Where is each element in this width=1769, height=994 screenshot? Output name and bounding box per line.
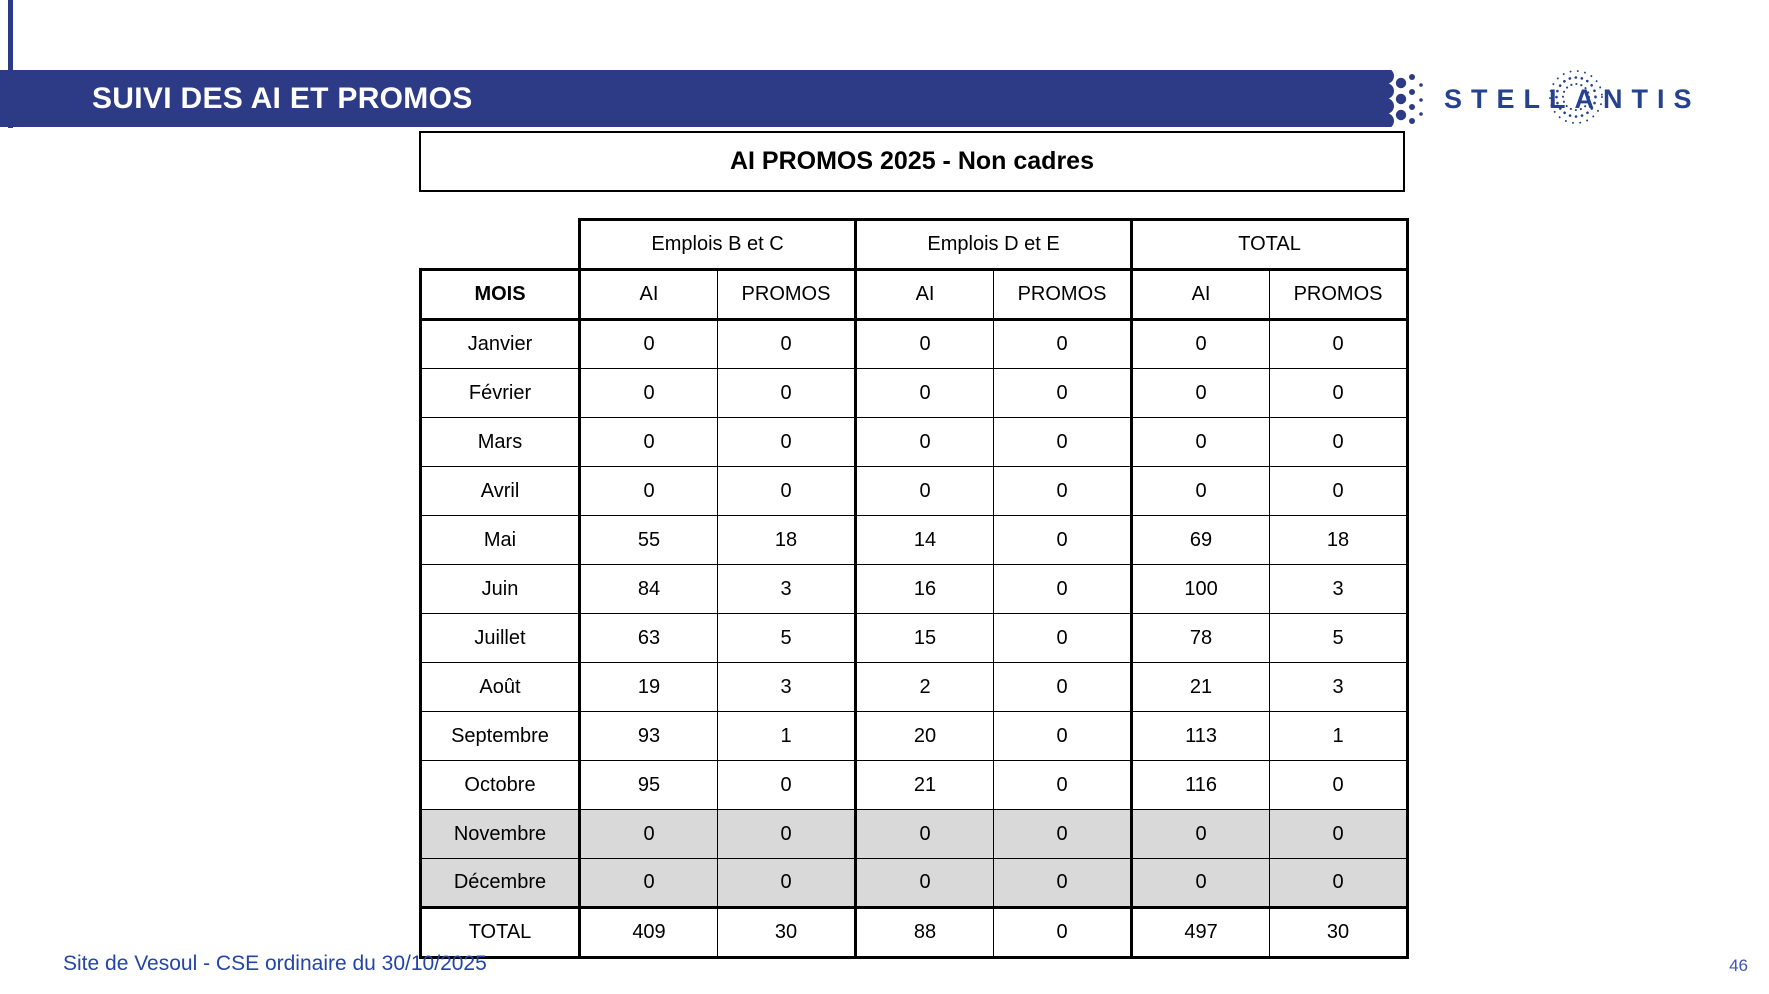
value-cell: 0 — [994, 614, 1132, 663]
value-cell: 0 — [1270, 320, 1408, 369]
value-cell: 0 — [994, 565, 1132, 614]
value-cell: 0 — [994, 369, 1132, 418]
value-cell: 1 — [1270, 712, 1408, 761]
group-header-empty — [421, 220, 580, 270]
value-cell: 0 — [580, 418, 718, 467]
total-row — [421, 908, 1408, 958]
value-cell: 0 — [1270, 859, 1408, 908]
value-cell: 0 — [994, 761, 1132, 810]
value-cell: 3 — [718, 663, 856, 712]
month-cell: Mai — [421, 516, 580, 565]
value-cell: 14 — [856, 516, 994, 565]
total-value-cell: 497 — [1132, 908, 1270, 958]
month-cell: Octobre — [421, 761, 580, 810]
value-cell: 78 — [1132, 614, 1270, 663]
page-number: 46 — [1729, 956, 1748, 975]
value-cell: 0 — [856, 418, 994, 467]
column-header-mois: MOIS — [421, 270, 580, 320]
value-cell: 21 — [856, 761, 994, 810]
value-cell: 0 — [718, 369, 856, 418]
value-cell: 0 — [1270, 810, 1408, 859]
value-cell: 0 — [1132, 369, 1270, 418]
value-cell: 0 — [1132, 810, 1270, 859]
month-cell: Février — [421, 369, 580, 418]
table-row — [421, 712, 1408, 761]
value-cell: 16 — [856, 565, 994, 614]
value-cell: 0 — [994, 859, 1132, 908]
value-cell: 0 — [580, 859, 718, 908]
table-row — [421, 761, 1408, 810]
table-row — [421, 663, 1408, 712]
total-value-cell: 0 — [994, 908, 1132, 958]
value-cell: 0 — [856, 810, 994, 859]
value-cell: 84 — [580, 565, 718, 614]
month-cell: Janvier — [421, 320, 580, 369]
total-value-cell: 409 — [580, 908, 718, 958]
banner — [0, 70, 1384, 127]
month-cell: Juillet — [421, 614, 580, 663]
value-cell: 0 — [994, 663, 1132, 712]
value-cell: 63 — [580, 614, 718, 663]
total-value-cell: 30 — [1270, 908, 1408, 958]
value-cell: 0 — [1270, 418, 1408, 467]
value-cell: 0 — [580, 320, 718, 369]
column-header-promos-de: PROMOS — [994, 270, 1132, 320]
value-cell: 1 — [718, 712, 856, 761]
month-cell: Avril — [421, 467, 580, 516]
value-cell: 21 — [1132, 663, 1270, 712]
value-cell: 0 — [994, 418, 1132, 467]
column-header-row — [421, 270, 1408, 320]
value-cell: 116 — [1132, 761, 1270, 810]
value-cell: 55 — [580, 516, 718, 565]
value-cell: 100 — [1132, 565, 1270, 614]
value-cell: 0 — [994, 320, 1132, 369]
value-cell: 0 — [1132, 467, 1270, 516]
footer-caption: Site de Vesoul - CSE ordinaire du 30/10/2025 — [63, 952, 487, 975]
value-cell: 2 — [856, 663, 994, 712]
value-cell: 69 — [1132, 516, 1270, 565]
value-cell: 0 — [856, 369, 994, 418]
month-cell: Septembre — [421, 712, 580, 761]
value-cell: 18 — [718, 516, 856, 565]
value-cell: 0 — [994, 712, 1132, 761]
value-cell: 0 — [580, 810, 718, 859]
total-value-cell: 30 — [718, 908, 856, 958]
month-cell: Juin — [421, 565, 580, 614]
table-row — [421, 859, 1408, 908]
group-header-row — [421, 220, 1408, 270]
value-cell: 0 — [856, 320, 994, 369]
column-header-ai-total: AI — [1132, 270, 1270, 320]
group-header-emplois-bc: Emplois B et C — [580, 220, 856, 270]
value-cell: 0 — [856, 467, 994, 516]
value-cell: 0 — [718, 467, 856, 516]
table-row — [421, 467, 1408, 516]
value-cell: 20 — [856, 712, 994, 761]
stellantis-logo — [1444, 84, 1704, 112]
total-value-cell: 88 — [856, 908, 994, 958]
group-header-total: TOTAL — [1132, 220, 1408, 270]
banner-title: SUIVI DES AI ET PROMOS — [92, 81, 473, 115]
value-cell: 0 — [1270, 467, 1408, 516]
value-cell: 0 — [718, 761, 856, 810]
month-cell: Novembre — [421, 810, 580, 859]
value-cell: 3 — [718, 565, 856, 614]
table-row — [421, 810, 1408, 859]
column-header-promos-total: PROMOS — [1270, 270, 1408, 320]
table-row — [421, 565, 1408, 614]
table-container — [419, 218, 1409, 959]
month-cell: Mars — [421, 418, 580, 467]
ai-promos-table — [419, 218, 1409, 959]
value-cell: 113 — [1132, 712, 1270, 761]
value-cell: 3 — [1270, 663, 1408, 712]
table-title: AI PROMOS 2025 - Non cadres — [729, 147, 1094, 175]
month-cell: Décembre — [421, 859, 580, 908]
value-cell: 0 — [1132, 320, 1270, 369]
value-cell: 0 — [1270, 761, 1408, 810]
value-cell: 0 — [1270, 369, 1408, 418]
table-row — [421, 369, 1408, 418]
value-cell: 19 — [580, 663, 718, 712]
value-cell: 0 — [718, 418, 856, 467]
table-body — [421, 320, 1408, 908]
group-header-emplois-de: Emplois D et E — [856, 220, 1132, 270]
column-header-ai-bc: AI — [580, 270, 718, 320]
value-cell: 0 — [1132, 418, 1270, 467]
value-cell: 0 — [580, 467, 718, 516]
value-cell: 0 — [718, 859, 856, 908]
column-header-promos-bc: PROMOS — [718, 270, 856, 320]
table-row — [421, 516, 1408, 565]
value-cell: 93 — [580, 712, 718, 761]
table-row — [421, 614, 1408, 663]
value-cell: 0 — [856, 859, 994, 908]
value-cell: 5 — [1270, 614, 1408, 663]
value-cell: 15 — [856, 614, 994, 663]
value-cell: 0 — [718, 810, 856, 859]
value-cell: 0 — [718, 320, 856, 369]
value-cell: 18 — [1270, 516, 1408, 565]
value-cell: 0 — [580, 369, 718, 418]
value-cell: 0 — [994, 467, 1132, 516]
table-title-box — [419, 131, 1405, 192]
column-header-ai-de: AI — [856, 270, 994, 320]
banner-dots-decoration — [1378, 70, 1428, 127]
value-cell: 3 — [1270, 565, 1408, 614]
value-cell: 5 — [718, 614, 856, 663]
table-row — [421, 320, 1408, 369]
value-cell: 95 — [580, 761, 718, 810]
month-cell: Août — [421, 663, 580, 712]
table-row — [421, 418, 1408, 467]
value-cell: 0 — [994, 516, 1132, 565]
total-label-cell: TOTAL — [421, 908, 580, 958]
stellantis-wordmark: STELLANTIS — [1444, 84, 1701, 114]
value-cell: 0 — [1132, 859, 1270, 908]
value-cell: 0 — [994, 810, 1132, 859]
